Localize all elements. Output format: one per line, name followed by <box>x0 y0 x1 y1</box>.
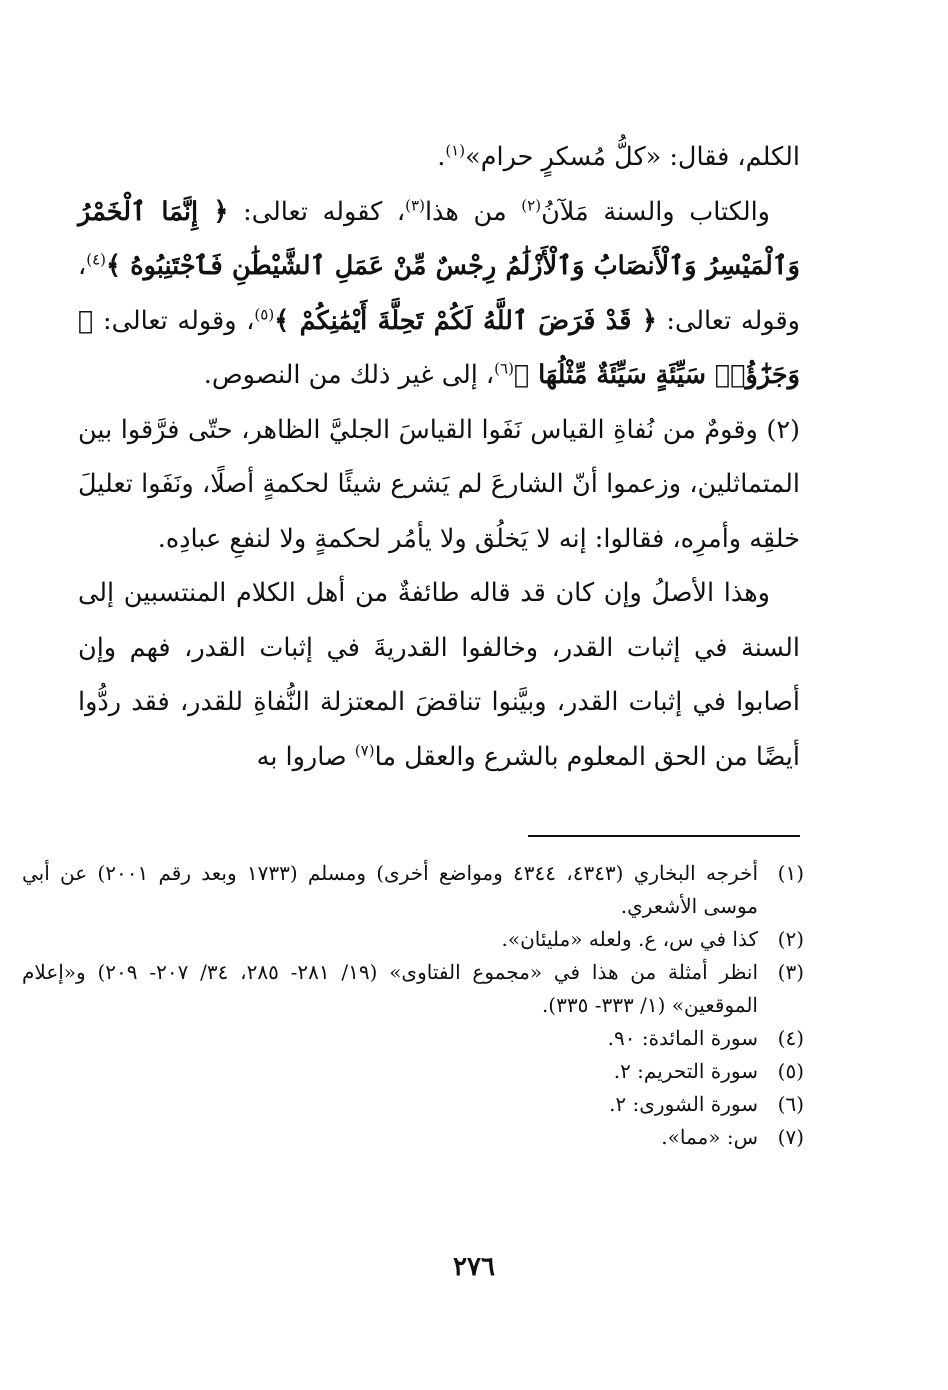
footnote-ref-4: (٤) <box>86 250 107 269</box>
footnote-ref-2: (٢) <box>521 196 542 214</box>
text-span: ، وقوله تعالى: <box>78 251 800 336</box>
text-span: وهذا الأصلُ وإن كان قد قاله طائفةٌ من أهل الكلام المنتسبين إلى السنة في إثبات القدر، وخالفوا القدريةَ في إثبات القدر، فهم وإن أصابوا في إثبات القدر، وبيَّنوا تناقضَ المعتزلة النُّفاةِ للقدر، فقد ردُّوا أيضًا من الحق المعلوم بالشرع والعقل ما <box>78 578 800 772</box>
text-span: ، كقوله تعالى: <box>228 196 406 227</box>
text-span: . <box>437 142 446 172</box>
text-span: ، وقوله تعالى: <box>93 305 255 336</box>
quran-verse-2: ﴿ قَدْ فَرَضَ ٱللَّهُ لَكُمْ تَحِلَّةَ أَيْمَٰنِكُمْ ﴾ <box>274 305 657 336</box>
paragraph-2 <box>78 185 800 403</box>
main-text <box>78 130 800 784</box>
footnote-number: (١) <box>777 861 804 885</box>
footnote-separator <box>528 835 800 837</box>
paragraph-4 <box>78 566 800 784</box>
text-span: الكلم، فقال: «كلُّ مُسكرٍ حرام» <box>465 142 800 172</box>
footnote-number: (٢) <box>777 927 804 951</box>
paragraph-1 <box>78 130 800 185</box>
quran-verse-3: ﴿ وَجَزَٰٓؤُا۟ سَيِّئَةٍ سَيِّئَةٌ مِّثْلُهَا ﴾ <box>78 305 800 390</box>
footnote-number: (٥) <box>777 1059 804 1083</box>
footnote-number: (٧) <box>777 1125 804 1149</box>
footnote-ref-6: (٦) <box>494 359 514 378</box>
footnote-text: س: «مما». <box>661 1125 758 1149</box>
footnote-text: كذا في س، ع. ولعله «مليئان». <box>501 927 758 951</box>
page-number: ٢٧٦ <box>453 1252 495 1282</box>
footnote-number: (٣) <box>777 960 804 984</box>
footnote-ref-3: (٣) <box>405 196 425 214</box>
footnote-ref-1: (١) <box>445 141 466 160</box>
footnotes <box>22 857 804 1154</box>
footnote-item <box>22 956 804 1022</box>
footnote-text: أخرجه البخاري (٤٣٤٣، ٤٣٤٤ ومواضع أخرى) ومسلم (١٧٣٣ وبعد رقم ٢٠٠١) عن أبي موسى الأشعري. <box>22 861 759 918</box>
text-span: صاروا به <box>256 741 355 772</box>
text-span: من هذا <box>424 196 522 227</box>
footnote-text: سورة التحريم: ٢. <box>613 1059 758 1083</box>
quran-verse-1: ﴿ إِنَّمَا ٱلْخَمْرُ وَٱلْمَيْسِرُ وَٱلْأَنصَابُ وَٱلْأَزْلَٰمُ رِجْسٌ مِّنْ عَمَلِ ٱلشَّيْطَٰنِ فَٱجْتَنِبُوهُ ﴾ <box>78 196 800 281</box>
paragraph-3: (٢) وقومٌ من نُفاةِ القياس نَفَوا القياسَ الجليَّ الظاهر، حتّى فرَّقوا بين المتماثلين، وزعموا أنّ الشارعَ لم يَشرع شيئًا لحكمةٍ أصلًا، ونَفَوا تعليلَ خلقِه وأمرِه، فقالوا: إنه لا يَخلُق ولا يأمُر لحكمةٍ ولا لنفعِ عبادِه. <box>78 414 800 554</box>
footnote-ref-5: (٥) <box>254 305 275 323</box>
footnote-number: (٦) <box>777 1092 804 1116</box>
text-span: ، إلى غير ذلك من النصوص. <box>203 360 495 390</box>
footnote-item <box>22 1055 804 1088</box>
footnote-item <box>22 1088 804 1121</box>
footnote-text: انظر أمثلة من هذا في «مجموع الفتاوى» (١٩/ ٢٨١- ٢٨٥، ٣٤/ ٢٠٧- ٢٠٩) و«إعلام الموقعين» (١/ ٣٣٣- ٣٣٥). <box>22 960 758 1017</box>
footnote-text: سورة المائدة: ٩٠. <box>607 1026 758 1050</box>
footnote-text: سورة الشورى: ٢. <box>609 1092 758 1116</box>
footnote-number: (٤) <box>777 1026 804 1050</box>
text-span: والكتاب والسنة مَلآنُ <box>541 196 771 227</box>
footnote-ref-7: (٧) <box>354 741 375 759</box>
footnote-item <box>22 1121 804 1154</box>
footnote-item <box>22 1022 804 1055</box>
footnote-item <box>22 857 804 923</box>
footnote-item <box>22 923 804 956</box>
